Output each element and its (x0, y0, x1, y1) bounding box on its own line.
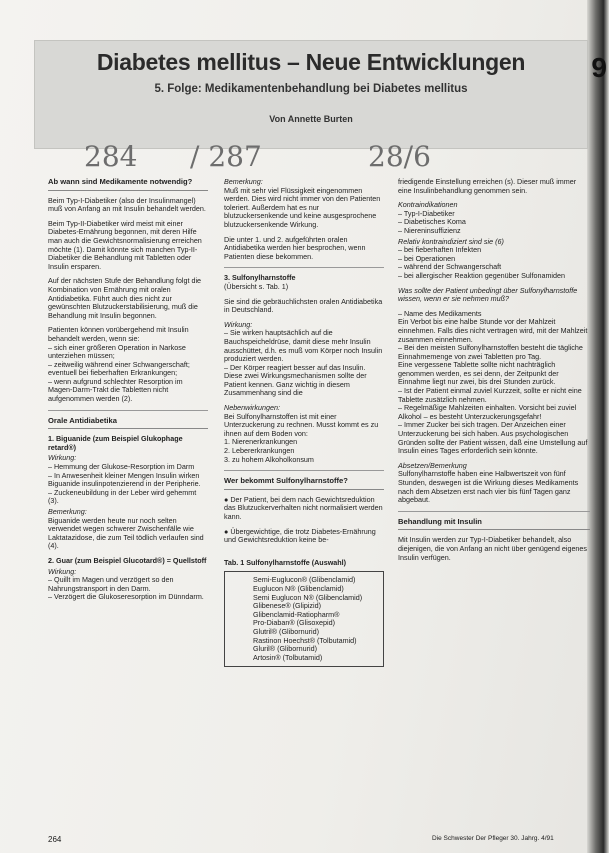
page-edge-shadow (587, 0, 609, 853)
list-item: – Hemmung der Glukose-Resorption im Darm (48, 462, 195, 472)
list-item: – wenn aufgrund schlechter Resorption im Magen-Darm-Trakt die Tabletten nicht aufgenommen werden (2). (48, 376, 183, 404)
question-heading: Was sollte der Patient unbedingt über Sulfonylharnstoffe wissen, wenn er sie nehmen muß? (398, 285, 578, 304)
section-heading: Ab wann sind Medikamente notwendig? (48, 178, 208, 191)
article-title: Diabetes mellitus – Neue Entwicklungen (96, 49, 526, 75)
list-item: – Diabetisches Koma (398, 217, 466, 227)
table-row: Semi Euglucon N® (Glibenclamid) (253, 592, 363, 602)
label: Nebenwirkungen: (224, 403, 280, 413)
list-item: – Niereninsuffizienz (398, 225, 461, 235)
paragraph: Bei Sulfonylharnstoffen ist mit einer Unterzuckerung zu rechnen. Musst kommt es zu ihnen auf dem Boden von: (224, 411, 379, 438)
subsection-heading: 3. Sulfonylharnstoffe (224, 273, 296, 283)
subsection-heading: 1. Biguanide (zum Beispiel Glukophage retard®) (48, 434, 183, 452)
label: Bemerkung: (48, 507, 87, 516)
journal-footer: Die Schwester Der Pfleger 30. Jahrg. 4/91 (432, 835, 554, 842)
divider (224, 267, 384, 268)
list-item: – sich einer größeren Operation in Narkose unterziehen müssen; (48, 342, 186, 361)
article-header (34, 40, 588, 149)
table-reference: (Übersicht s. Tab. 1) (224, 281, 289, 291)
paragraph: Beim Typ-II-Diabetiker wird meist mit einer Diabetes-Ernährung begonnen, mit deren Hilfe man auch die Gewichtsnormalisierung erreichen möchte (1). Damit könnte sich manchen Typ-II-Diabetiker die Behandlung mit Tabletten oder Insulin ersparen. (48, 218, 202, 271)
list-item: – In Anwesenheit kleiner Mengen Insulin wirken Biguanide insulinpotenzierend in der Peripherie. (48, 470, 201, 489)
label: Wirkung: (224, 319, 253, 329)
section-heading: Orale Antidiabetika (48, 417, 208, 430)
bullet-paragraph: ● Der Patient, bei dem nach Gewichtsreduktion das Blutzuckerverhalten nicht normalisiert werden kann. (224, 494, 383, 521)
handwritten-number-3: 28/6 (368, 140, 431, 173)
column-left (48, 178, 208, 602)
edge-letter: 9 (591, 52, 607, 83)
divider (48, 410, 208, 411)
list-item: – Regelmäßige Mahlzeiten einhalten. Vorsicht bei zuviel Alkohol – es besteht Unterzuckerungsgefahr! (398, 403, 577, 421)
list-item: – zeitweilig während einer Schwangerschaft; (48, 359, 190, 369)
list-item: eventuell bei fieberhaften Erkrankungen; (48, 368, 178, 378)
list-item: – bei Operationen (398, 253, 456, 263)
divider (224, 470, 384, 471)
table-row: Pro-Diaban® (Glisoxepid) (253, 618, 335, 628)
article-author: Von Annette Burten (269, 114, 353, 124)
label: Wirkung: (48, 453, 77, 463)
handwritten-number-2: / 287 (190, 140, 262, 173)
paragraph: Diese zwei Wirkungsmechanismen sollte der Patient kennen. Ganz wichtig in diesem Zusammenhang sind die (224, 371, 367, 398)
page-number: 264 (48, 835, 62, 844)
paragraph: Beim Typ-I-Diabetiker (also der Insulinmangel) muß von Anfang an mit Insulin behandelt werden. (48, 195, 206, 214)
table-row: Glibenclamid-Ratiopharm® (253, 609, 340, 619)
label: Wirkung: (48, 566, 77, 576)
paragraph: Biguanide werden heute nur noch selten verwendet wegen schwerer Zwischenfälle wie Laktatazidose, die zum Teil tödlich verlaufen sind (4). (48, 515, 204, 551)
label: Relativ kontraindiziert sind sie (6) (398, 236, 504, 246)
list-item: Eine vergessene Tablette sollte nicht nachträglich genommen werden, es sei denn, der Zeitpunkt der Einnahme liegt nur zwei, bis drei Stunden zurück. (398, 360, 559, 387)
list-item: – Name des Medikaments (398, 308, 482, 318)
paragraph: Sie sind die gebräuchlichsten oralen Antidiabetika in Deutschland. (224, 296, 383, 315)
list-item: Ein Verbot bis eine halbe Stunde vor der Mahlzeit einnehmen. Falls dies nicht vertragen wird, mit der Mahlzeit zusammen einnehmen. (398, 317, 588, 344)
table-row: Glutril® (Glibornurid) (253, 626, 320, 636)
section-heading: Behandlung mit Insulin (398, 518, 590, 531)
label: Bemerkung: (224, 177, 263, 186)
list-item: 3. zu hohem Alkoholkonsum (224, 454, 314, 464)
label: Kontraindikationen (398, 200, 458, 210)
subsection-heading: 2. Guar (zum Beispiel Glucotard®) = Quellstoff (48, 555, 207, 565)
paragraph: Auf der nächsten Stufe der Behandlung folgt die Kombination von Ernährung mit oralen Antidiabetika. Führt auch dies nicht zur gewünschten Blutzuckerstabilisierung, muß die Behandlung mit Insulin begonnen. (48, 276, 202, 320)
section-heading: Wer bekommt Sulfonylharnstoffe? (224, 477, 384, 490)
sulfonylurea-table (224, 571, 384, 667)
list-item: – Sie wirken hauptsächlich auf die Bauchspeicheldrüse, damit diese mehr Insulin ausschüttet, d.h. es muß vom Körper noch Insulin produziert werden. (224, 328, 383, 364)
divider (398, 511, 590, 512)
table-row: Euglucon N® (Glibenclamid) (253, 583, 344, 593)
list-item: – Verzögert die Glukoseresorption im Dünndarm. (48, 592, 204, 602)
list-item: 1. Nierenerkrankungen (224, 437, 298, 447)
handwritten-number-1: 284 (84, 140, 138, 173)
list-item: – bei fieberhaften Infekten (398, 245, 482, 255)
table-caption: Tab. 1 Sulfonylharnstoffe (Auswahl) (224, 557, 347, 567)
paragraph: Die unter 1. und 2. aufgeführten oralen Antidiabetika werden hier besprochen, wenn Patienten diese bekommen. (224, 234, 366, 261)
table-row: Rastinon Hoechst® (Tolbutamid) (253, 635, 357, 645)
list-item: – Der Körper reagiert besser auf das Insulin. (224, 362, 366, 372)
paragraph: Mit Insulin werden zur Typ-I-Diabetiker behandelt, also diejenigen, die von Anfang an nicht über genügend eigenes Insulin verfügen. (398, 535, 588, 562)
table-row: Gluril® (Glibornurid) (253, 644, 318, 654)
bullet-paragraph: ● Übergewichtige, die trotz Diabetes-Ernährung und Gewichtsreduktion keine be- (224, 526, 376, 545)
paragraph: Muß mit sehr viel Flüssigkeit eingenommen werden. Dies wird nicht immer von den Patienten toleriert. Außerdem hat es nur blutzuckersenkende und keine ausgesprochene blutzuckersenkende Wirkung. (224, 185, 381, 229)
paragraph: Patienten können vorübergehend mit Insulin behandelt werden, wenn sie: (48, 325, 189, 343)
list-item: 2. Lebererkrankungen (224, 446, 295, 456)
list-item: – Ist der Patient einmal zuviel Kurzzeit, sollte er nicht eine Tablette zusätzlich nehmen. (398, 386, 582, 404)
paragraph: Sulfonylharnstoffe haben eine Halbwertszeit von fünf Stunden, deswegen ist die Wirkung dieses Medikaments nach dem Absetzen erst nach vier bis fünf Tagen ganz abgebaut. (398, 469, 579, 505)
table-row: Artosin® (Tolbutamid) (253, 652, 323, 662)
label: Absetzen/Bemerkung (398, 460, 467, 470)
column-middle (224, 178, 384, 667)
list-item: – Immer Zucker bei sich tragen. Der Anzeichen einer Unterzuckerung bei sich haben. Aus psychologischen Gründen sollte der Patient wissen, daß eine Umstellung auf Insulin eines Tages erforderlich sein könnte. (398, 420, 588, 456)
paragraph: friedigende Einstellung erreichen (s). Dieser muß immer eine Insulinbehandlung genommen sein. (398, 177, 577, 195)
list-item: – bei allergischer Reaktion gegenüber Sulfonamiden (398, 270, 566, 280)
list-item: – Zuckeneubildung in der Leber wird gehemmt (3). (48, 487, 197, 506)
list-item: – Quillt im Magen und verzögert so den Nahrungstransport in den Darm. (48, 575, 174, 593)
table-row: Glibenese® (Glipizid) (253, 601, 322, 611)
list-item: – Bei den meisten Sulfonylharnstoffen besteht die tägliche Einnahmemenge von zwei Tabletten pro Tag. (398, 343, 583, 361)
table-row: Semi-Euglucon® (Glibenclamid) (253, 575, 356, 585)
column-right (398, 178, 590, 568)
article-subtitle: 5. Folge: Medikamentenbehandlung bei Diabetes mellitus (154, 83, 468, 95)
list-item: – während der Schwangerschaft (398, 262, 502, 272)
list-item: – Typ-I-Diabetiker (398, 208, 455, 218)
